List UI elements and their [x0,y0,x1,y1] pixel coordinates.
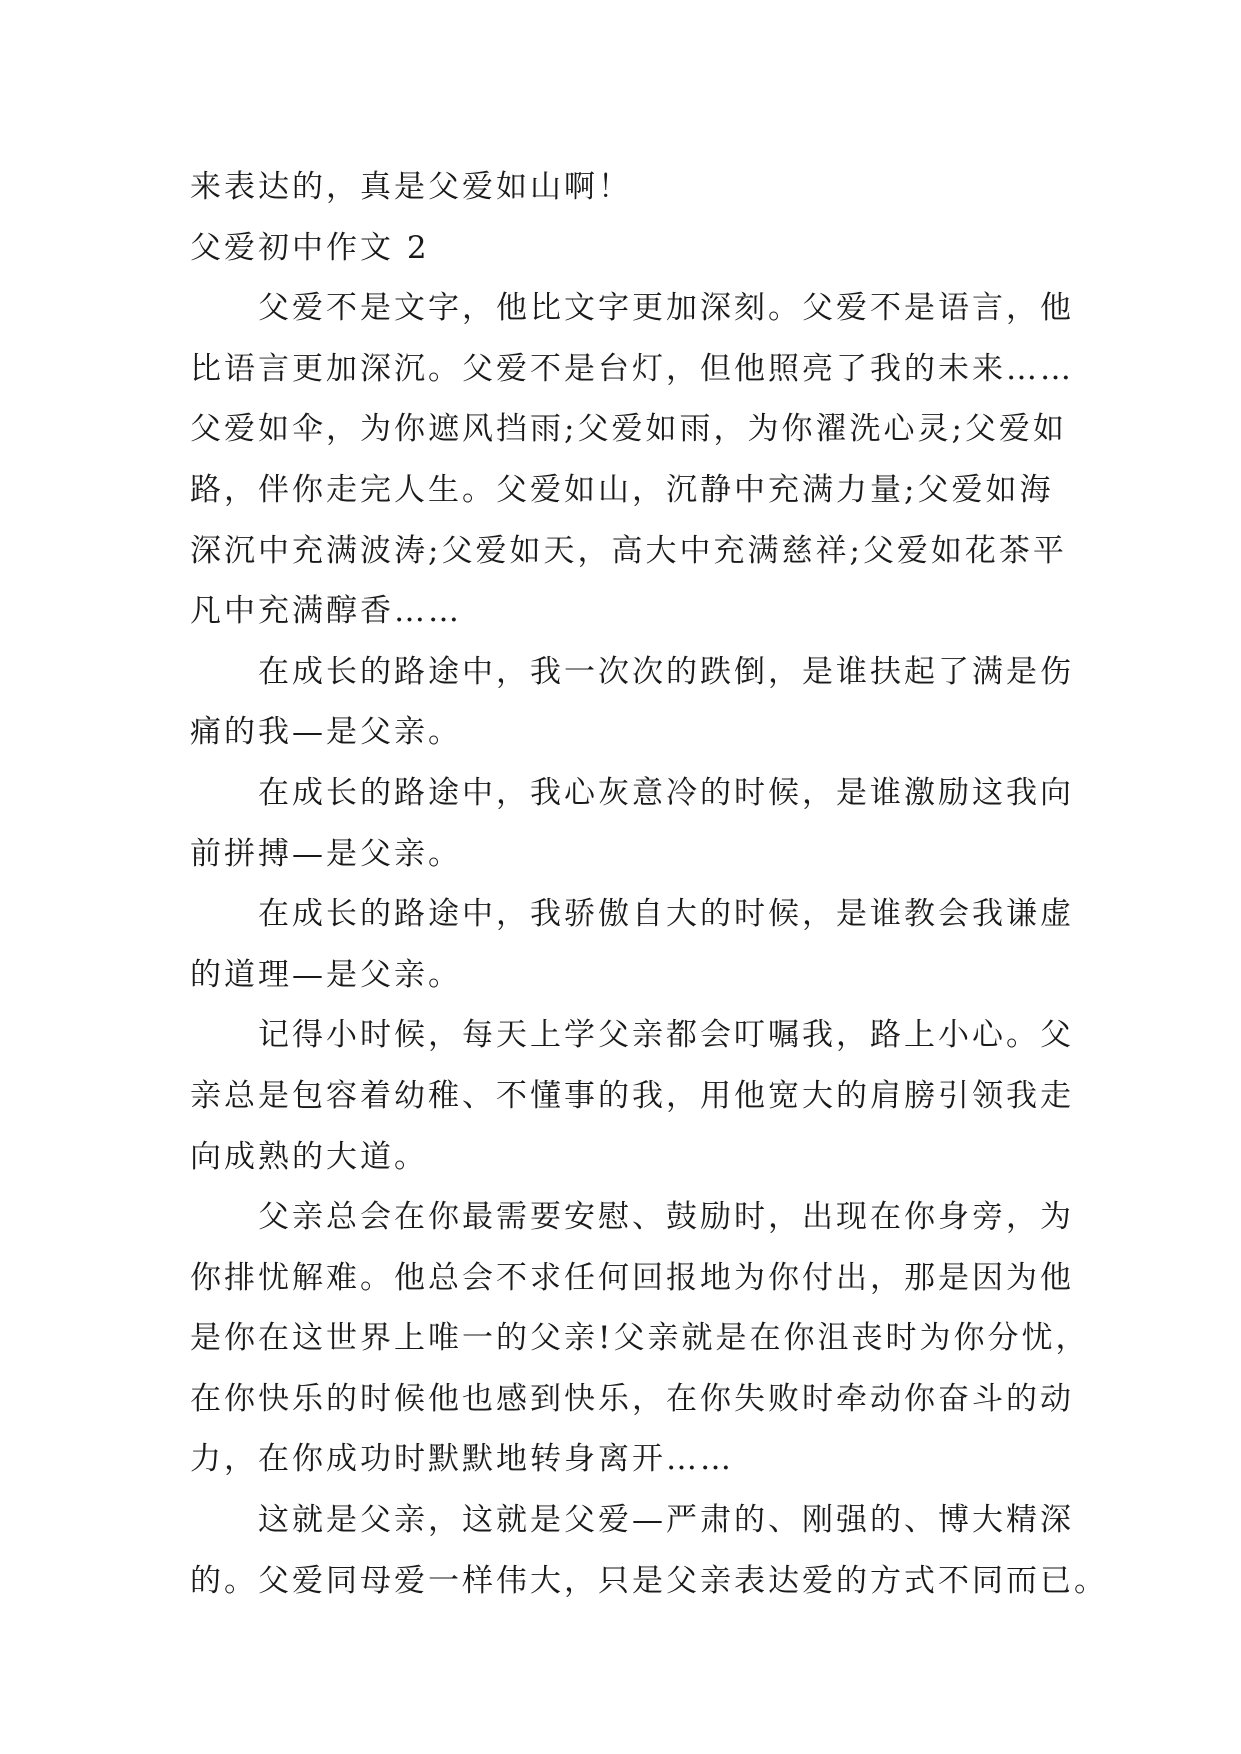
paragraph-first-line: 父亲总会在你最需要安慰、鼓励时，出现在你身旁，为 [258,1199,1074,1236]
text-line: 比语言更加深沉。父爱不是台灯，但他照亮了我的未来…… [190,350,1074,387]
text-line: 你排忧解难。他总会不求任何回报地为你付出，那是因为他 [190,1259,1074,1296]
text-line: 父爱如伞，为你遮风挡雨;父爱如雨，为你濯洗心灵;父爱如 [190,411,1067,448]
text-line: 力，在你成功时默默地转身离开…… [190,1441,734,1478]
text-line: 是你在这世界上唯一的父亲!父亲就是在你沮丧时为你分忧， [190,1320,1090,1357]
paragraph-first-line: 在成长的路途中，我一次次的跌倒，是谁扶起了满是伤 [258,653,1074,690]
paragraph-first-line: 在成长的路途中，我心灰意冷的时候，是谁激励这我向 [258,774,1074,811]
text-line: 凡中充满醇香…… [190,593,462,630]
paragraph-first-line: 在成长的路途中，我骄傲自大的时候，是谁教会我谦虚 [258,896,1074,933]
paragraph-first-line: 父爱不是文字，他比文字更加深刻。父爱不是语言，他 [258,290,1074,327]
text-line: 在你快乐的时候他也感到快乐，在你失败时牵动你奋斗的动 [190,1380,1074,1417]
paragraph-first-line: 记得小时候，每天上学父亲都会叮嘱我，路上小心。父 [258,1017,1074,1054]
text-line: 的道理—是父亲。 [190,956,462,993]
text-line: 的。父爱同母爱一样伟大，只是父亲表达爱的方式不同而已。 [190,1562,1108,1599]
text-line: 痛的我—是父亲。 [190,714,462,751]
text-line: 来表达的，真是父爱如山啊！ [190,169,632,205]
text-line: 向成熟的大道。 [190,1138,428,1175]
text-line: 深沉中充满波涛;父爱如天，高大中充满慈祥;父爱如花茶平 [190,532,1067,569]
text-line: 前拼搏—是父亲。 [190,835,462,872]
text-line: 路，伴你走完人生。父爱如山，沉静中充满力量;父爱如海 [190,471,1054,508]
essay-body [190,157,1108,1611]
section-heading: 父爱初中作文 2 [190,229,430,266]
paragraph-first-line: 这就是父亲，这就是父爱—严肃的、刚强的、博大精深 [258,1502,1074,1539]
text-line: 亲总是包容着幼稚、不懂事的我，用他宽大的肩膀引领我走 [190,1077,1074,1114]
